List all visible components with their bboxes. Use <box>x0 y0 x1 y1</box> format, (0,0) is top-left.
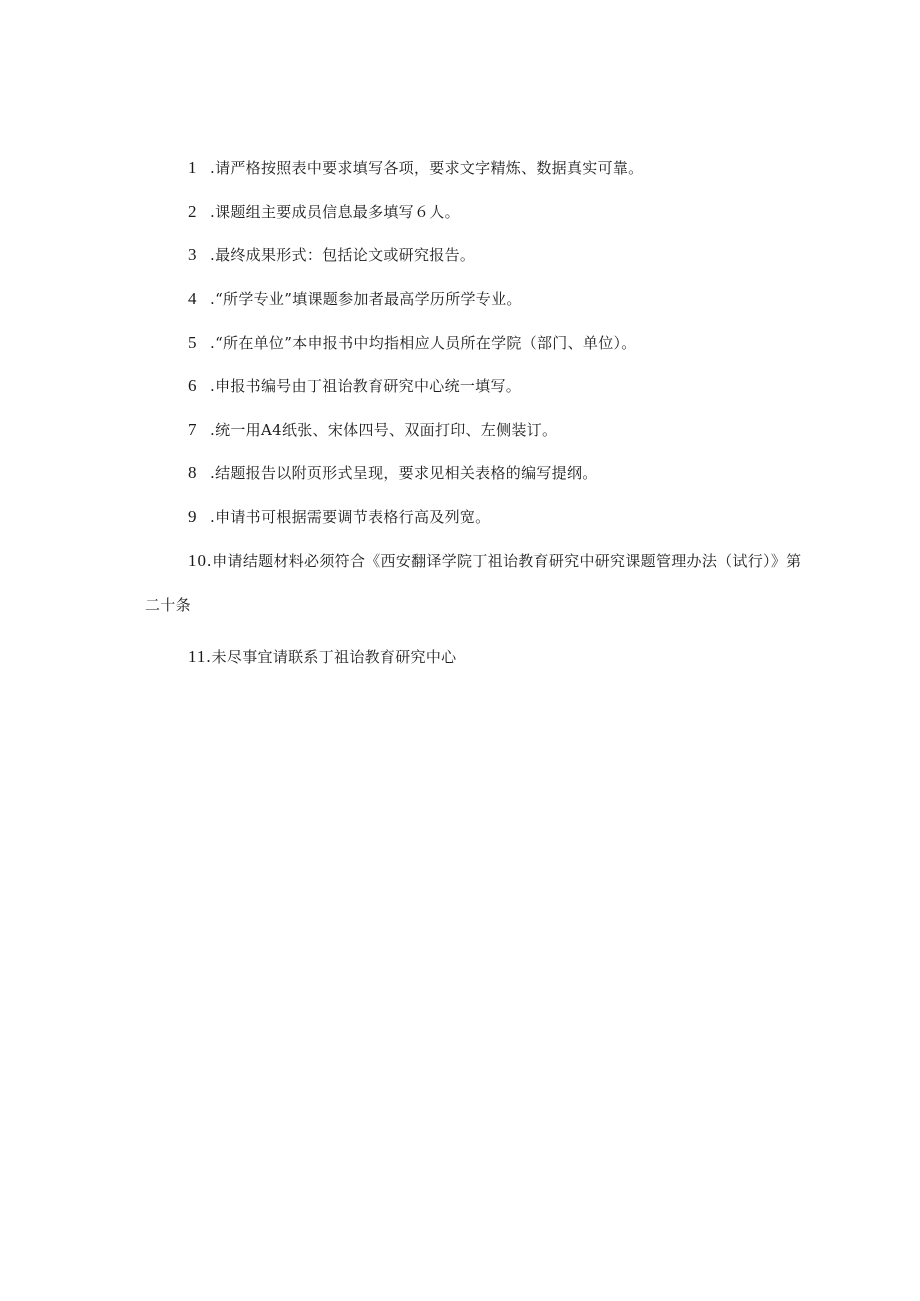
item-text: 申请结题材料必须符合《西安翻译学院丁祖诒教育研究中研究课题管理办法（试行）》第 <box>212 552 802 570</box>
item-number: 10. <box>188 551 213 570</box>
list-item <box>188 419 557 441</box>
list-item <box>188 375 521 397</box>
item-number: 6 <box>188 376 198 395</box>
list-item <box>188 550 801 572</box>
item-number: 2 <box>188 202 198 221</box>
list-item <box>188 646 456 668</box>
list-item <box>188 157 643 179</box>
item-text: .最终成果形式：包括论文或研究报告。 <box>210 246 476 264</box>
item-number: 11. <box>188 647 212 666</box>
item-number: 1 <box>188 158 198 177</box>
item-number: 3 <box>188 245 198 264</box>
item-text: .结题报告以附页形式呈现，要求见相关表格的编写提纲。 <box>210 464 598 482</box>
list-item <box>188 462 598 484</box>
item-number: 7 <box>188 420 198 439</box>
item-number: 9 <box>188 507 198 526</box>
list-item-continuation <box>145 594 191 616</box>
list-item <box>188 332 637 354</box>
item-number: 5 <box>188 333 198 352</box>
item-text: .申请书可根据需要调节表格行高及列宽。 <box>210 508 491 526</box>
item-text: .统一用A4纸张、宋体四号、双面打印、左侧装订。 <box>210 421 558 439</box>
list-item <box>188 201 460 223</box>
item-text: .请严格按照表中要求填写各项，要求文字精炼、数据真实可靠。 <box>210 159 644 177</box>
item-text: .“所在单位”本申报书中均指相应人员所在学院（部门、单位）。 <box>210 334 637 352</box>
item-number: 8 <box>188 463 198 482</box>
item-number: 4 <box>188 289 198 308</box>
list-item <box>188 244 475 266</box>
item-text-continuation: 二十条 <box>145 596 191 614</box>
list-item <box>188 288 522 310</box>
item-text: .课题组主要成员信息最多填写６人。 <box>210 203 460 221</box>
item-text: .申报书编号由丁祖诒教育研究中心统一填写。 <box>210 377 522 395</box>
item-text: .“所学专业”填课题参加者最高学历所学专业。 <box>210 290 522 308</box>
item-text: 未尽事宜请联系丁祖诒教育研究中心 <box>211 648 457 666</box>
list-item <box>188 506 490 528</box>
